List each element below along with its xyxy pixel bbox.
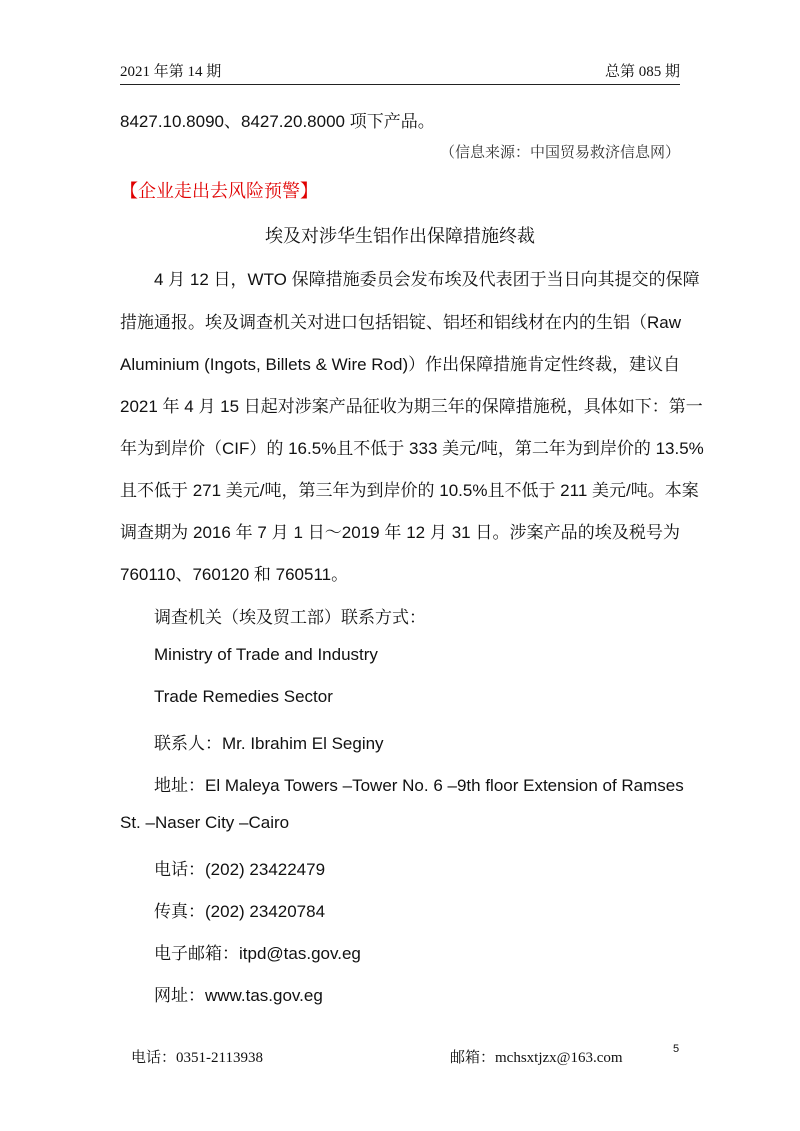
footer-phone: 电话：0351-2113938 <box>131 1050 263 1066</box>
section-title: 【企业走出去风险预警】 <box>120 181 318 201</box>
contact-address: 地址：El Maleya Towers –Tower No. 6 –9th floor Extension of Ramses <box>154 776 684 795</box>
contact-address-continued: St. –Naser City –Cairo <box>120 813 290 832</box>
contact-fax: 传真：(202) 23420784 <box>154 902 326 921</box>
contact-website: 网址：www.tas.gov.eg <box>154 986 323 1005</box>
page-number: 5 <box>673 1043 680 1055</box>
paragraph-line: 760110、760120 和 760511。 <box>120 565 349 584</box>
total-issue-number: 总第 085 期 <box>604 64 680 80</box>
intro-line: 8427.10.8090、8427.20.8000 项下产品。 <box>120 112 435 131</box>
issue-number: 2021 年第 14 期 <box>120 64 222 80</box>
paragraph-line: 2021 年 4 月 15 日起对涉案产品征收为期三年的保障措施税，具体如下：第一 <box>120 397 703 416</box>
article-title: 埃及对涉华生铝作出保障措施终裁 <box>265 226 535 246</box>
footer-email: 邮箱：mchsxtjzx@163.com <box>450 1050 623 1066</box>
paragraph-line: 且不低于 271 美元/吨，第三年为到岸价的 10.5%且不低于 211 美元/吨。本案 <box>120 481 699 500</box>
contact-ministry: Ministry of Trade and Industry <box>154 645 378 664</box>
paragraph-line: 4 月 12 日，WTO 保障措施委员会发布埃及代表团于当日向其提交的保障 <box>154 270 700 289</box>
info-source: （信息来源：中国贸易救济信息网） <box>439 145 680 161</box>
contact-email: 电子邮箱：itpd@tas.gov.eg <box>154 944 361 963</box>
contact-person: 联系人：Mr. Ibrahim El Seginy <box>154 734 384 753</box>
contact-heading: 调查机关（埃及贸工部）联系方式： <box>154 608 426 627</box>
contact-phone: 电话：(202) 23422479 <box>154 860 326 879</box>
paragraph-line: 年为到岸价（CIF）的 16.5%且不低于 333 美元/吨，第二年为到岸价的 13.5% <box>120 439 704 458</box>
paragraph-line: Aluminium (Ingots, Billets & Wire Rod)）作出保障措施肯定性终裁，建议自 <box>120 355 681 374</box>
contact-sector: Trade Remedies Sector <box>154 687 333 706</box>
paragraph-line: 措施通报。埃及调查机关对进口包括铝锭、铝坯和铝线材在内的生铝（Raw <box>120 313 682 332</box>
page-header <box>120 58 680 85</box>
paragraph-line: 调查期为 2016 年 7 月 1 日～2019 年 12 月 31 日。涉案产品的埃及税号为 <box>120 523 680 542</box>
